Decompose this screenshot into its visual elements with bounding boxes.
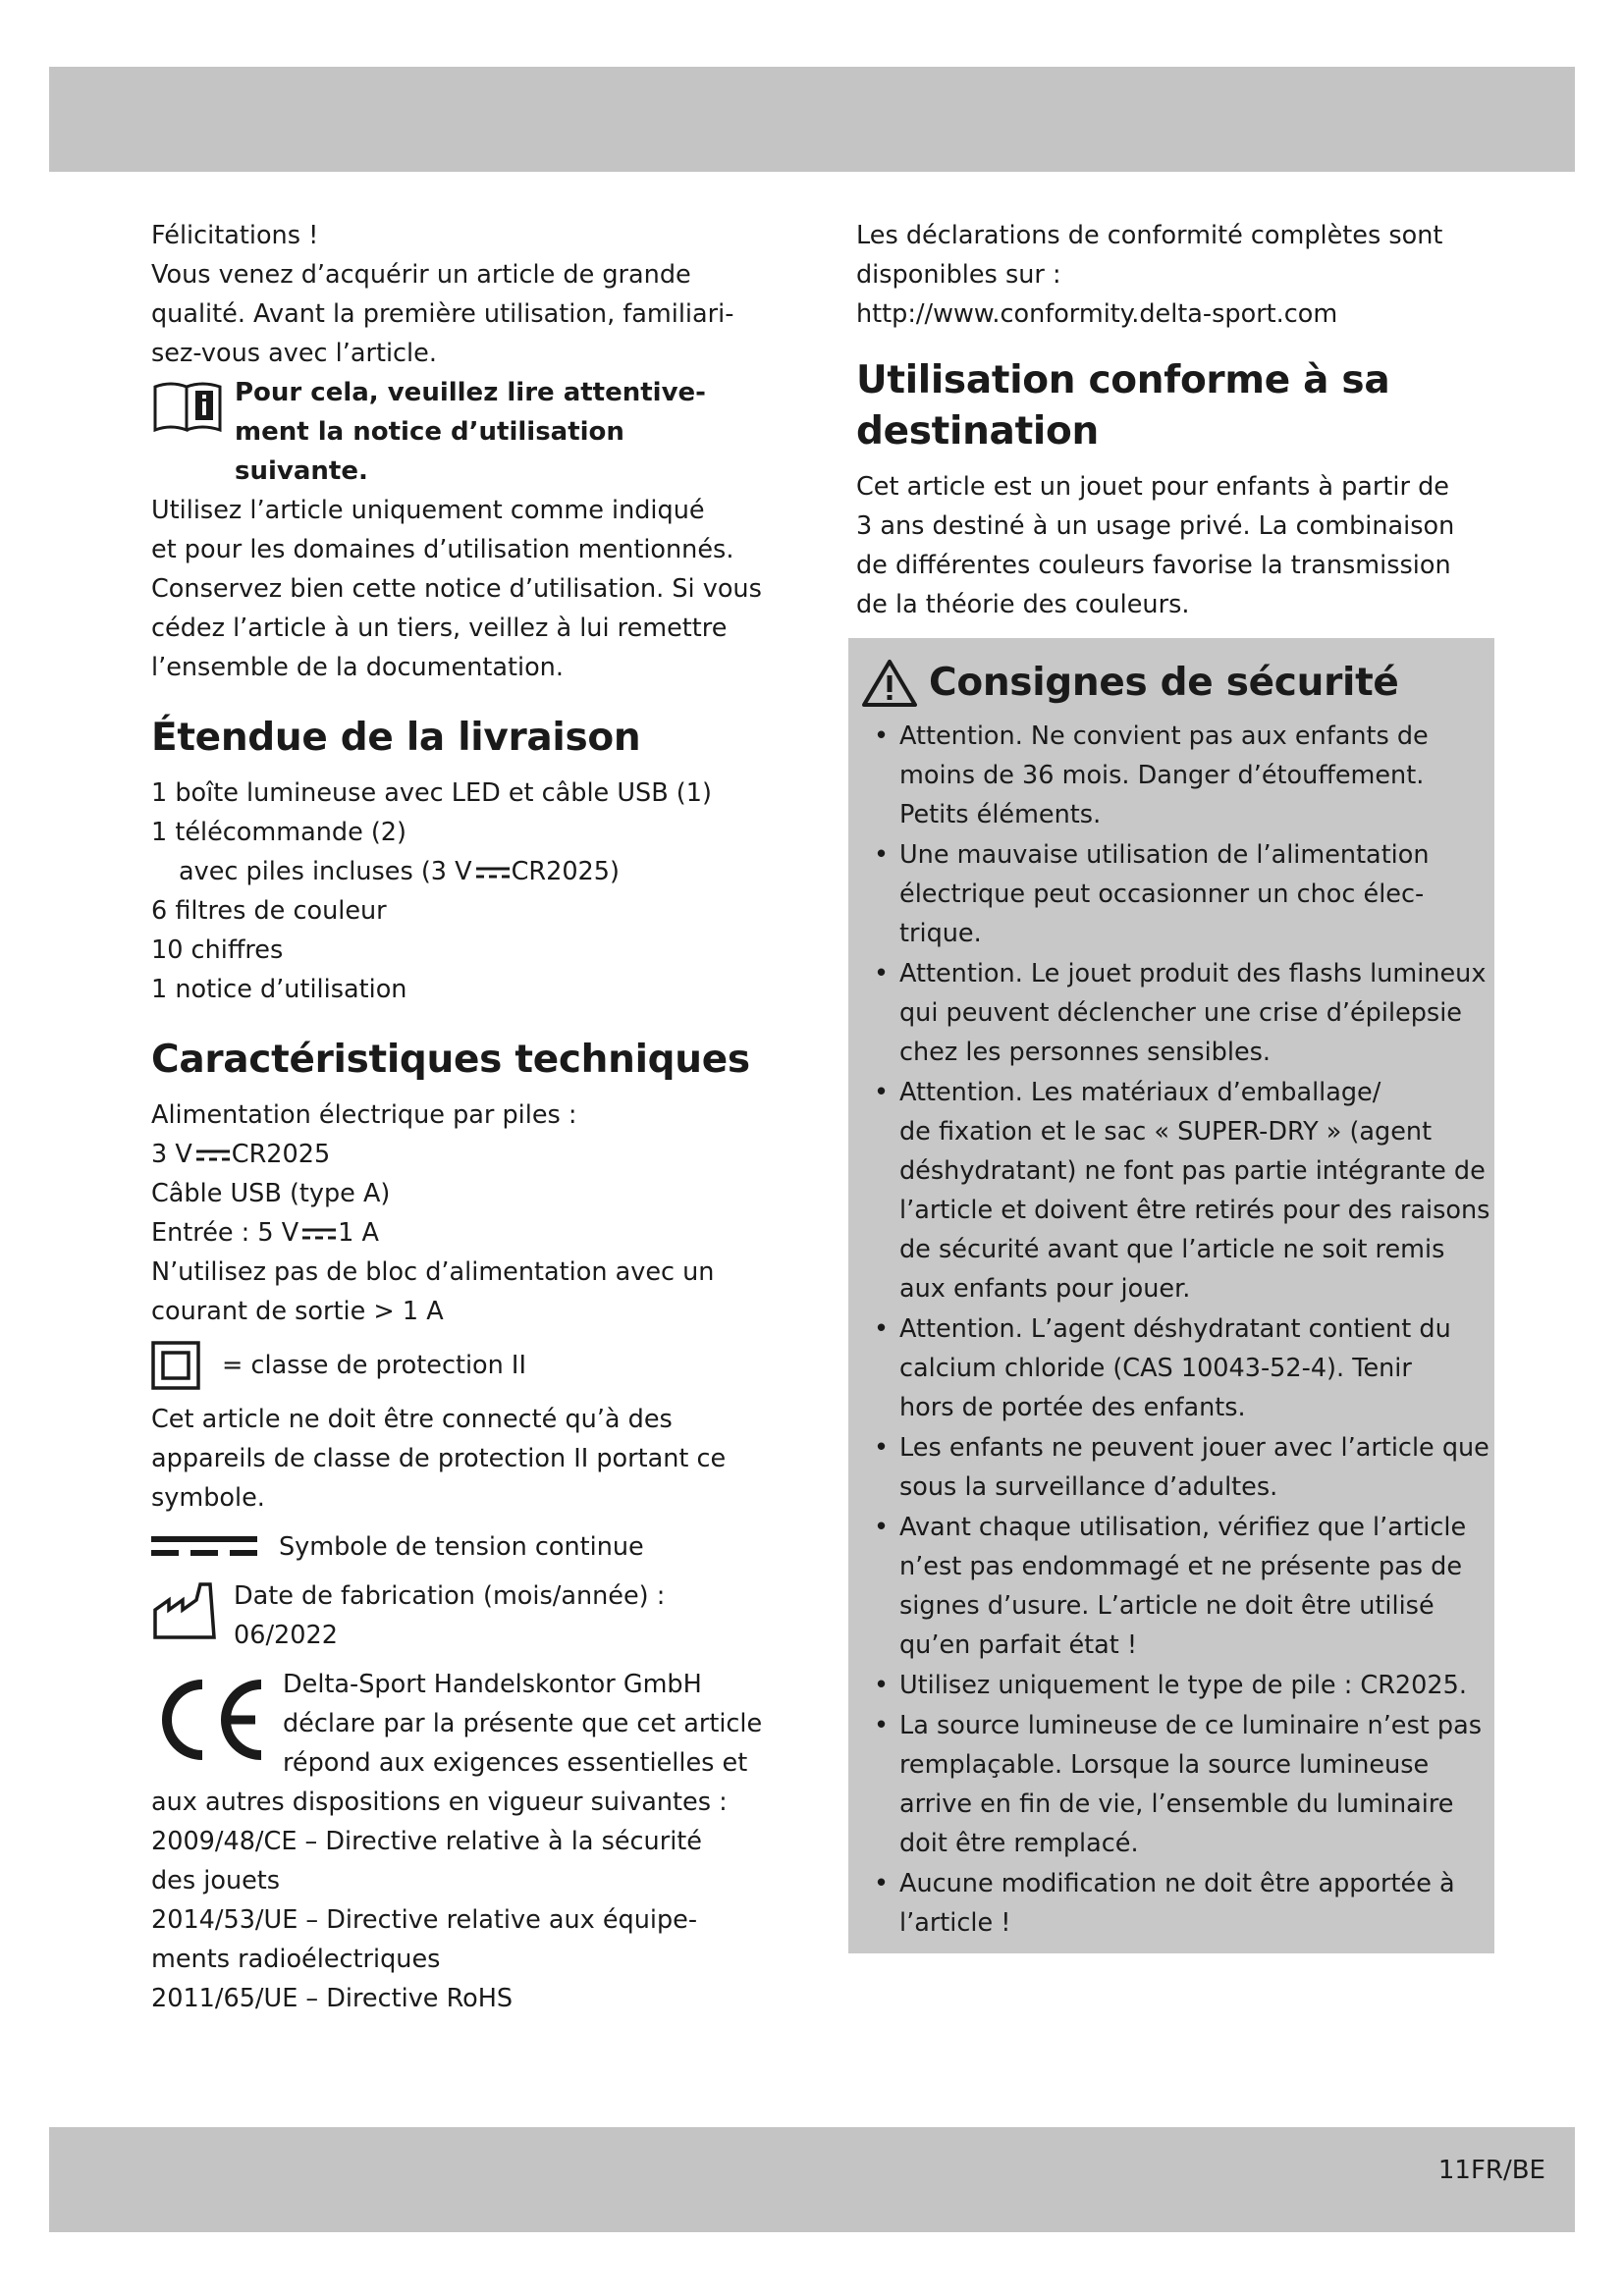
protection-class-row bbox=[151, 1341, 789, 1390]
safety-item bbox=[862, 1309, 1481, 1427]
ce-row bbox=[151, 1665, 789, 1783]
dc-symbol-icon bbox=[302, 1226, 336, 1242]
dc-voltage-icon bbox=[151, 1534, 257, 1560]
dc-symbol-row bbox=[151, 1527, 789, 1567]
usage-line: Conservez bien cette notice d’utilisation. Si vous bbox=[151, 574, 762, 604]
usage-line: l’ensemble de la documentation. bbox=[151, 653, 564, 682]
read-manual-note bbox=[151, 373, 789, 491]
safety-item-line: de fixation et le sac « SUPER-DRY » (agent bbox=[899, 1117, 1433, 1147]
usage-line: Utilisez l’article uniquement comme indiqué bbox=[151, 496, 705, 525]
delivery-item-battery bbox=[151, 852, 789, 891]
left-column bbox=[151, 216, 789, 2018]
directive-line: des jouets bbox=[151, 1866, 281, 1896]
safety-item-line: Petits éléments. bbox=[899, 800, 1102, 829]
ce-after: aux autres dispositions en vigueur suivantes : bbox=[151, 1788, 728, 1817]
safety-item-line: doit être remplacé. bbox=[899, 1829, 1139, 1858]
delivery-item: 10 chiffres bbox=[151, 935, 284, 965]
delivery-item: 1 télécommande (2) bbox=[151, 818, 406, 847]
directive-line: 2014/53/UE – Directive relative aux équipe- bbox=[151, 1905, 698, 1935]
intended-use-title-line: Utilisation conforme à sa bbox=[856, 358, 1390, 402]
specs-section bbox=[151, 1095, 789, 2018]
intro-line: Vous venez d’acquérir un article de grande bbox=[151, 260, 691, 290]
usb-type: Câble USB (type A) bbox=[151, 1179, 391, 1208]
safety-item-line: qu’en parfait état ! bbox=[899, 1630, 1138, 1660]
ce-line: Delta-Sport Handelskontor GmbH bbox=[283, 1670, 702, 1699]
input-prefix: Entrée : 5 V bbox=[151, 1218, 299, 1248]
power-value bbox=[151, 1135, 789, 1174]
conformity-line: disponibles sur : bbox=[856, 260, 1061, 290]
conformity-url[interactable]: http://www.conformity.delta-sport.com bbox=[856, 299, 1338, 329]
dc-symbol-icon bbox=[476, 865, 510, 881]
safety-item-line: électrique peut occasionner un choc élec- bbox=[899, 880, 1425, 909]
safety-item-line: déshydratant) ne font pas partie intégrante de bbox=[899, 1156, 1486, 1186]
page-number: 11FR/BE bbox=[1437, 2156, 1545, 2185]
note-line: Pour cela, veuillez lire attentive- bbox=[235, 378, 706, 407]
delivery-item: 1 notice d’utilisation bbox=[151, 975, 407, 1004]
safety-list bbox=[862, 717, 1490, 1943]
conformity-section bbox=[856, 216, 1485, 334]
intended-use-title-line: destination bbox=[856, 409, 1099, 454]
safety-item bbox=[862, 1508, 1481, 1665]
battery-suffix: CR2025) bbox=[511, 857, 620, 886]
intended-use-line: Cet article est un jouet pour enfants à partir de bbox=[856, 472, 1449, 502]
input-suffix: 1 A bbox=[338, 1218, 379, 1248]
safety-item-line: qui peuvent déclencher une crise d’épilepsie bbox=[899, 998, 1462, 1028]
specs-title: Caractéristiques techniques bbox=[151, 1038, 750, 1082]
safety-item-line: sous la surveillance d’adultes. bbox=[899, 1472, 1278, 1502]
safety-item-line: remplaçable. Lorsque la source lumineuse bbox=[899, 1750, 1430, 1780]
protection-class-icon bbox=[151, 1341, 200, 1390]
intro-line: Félicitations ! bbox=[151, 221, 319, 250]
manual-info-icon bbox=[151, 379, 224, 434]
safety-item-line: hors de portée des enfants. bbox=[899, 1393, 1246, 1422]
note-line: suivante. bbox=[235, 456, 368, 486]
safety-item-line: trique. bbox=[899, 919, 982, 948]
safety-item-line: • Les enfants ne peuvent jouer avec l’article que bbox=[899, 1433, 1489, 1463]
safety-item-line: • Avant chaque utilisation, vérifiez que l’article bbox=[899, 1513, 1467, 1542]
usage-line: cédez l’article à un tiers, veillez à lui remettre bbox=[151, 614, 728, 643]
safety-item bbox=[862, 835, 1481, 953]
safety-item-line: moins de 36 mois. Danger d’étouffement. bbox=[899, 761, 1425, 790]
warning-line: N’utilisez pas de bloc d’alimentation avec un bbox=[151, 1257, 715, 1287]
safety-item-line: n’est pas endommagé et ne présente pas de bbox=[899, 1552, 1463, 1581]
class-text-line: appareils de classe de protection II portant ce bbox=[151, 1444, 727, 1473]
delivery-item: 6 filtres de couleur bbox=[151, 896, 387, 926]
ce-mark-icon bbox=[151, 1673, 267, 1767]
intended-use-line: 3 ans destiné à un usage privé. La combinaison bbox=[856, 511, 1455, 541]
safety-item-line: • Une mauvaise utilisation de l’alimentation bbox=[899, 840, 1430, 870]
safety-item bbox=[862, 1428, 1489, 1507]
warning-triangle-icon bbox=[862, 659, 917, 708]
power-label: Alimentation électrique par piles : bbox=[151, 1100, 577, 1130]
safety-item bbox=[862, 717, 1481, 834]
intro-line: sez-vous avec l’article. bbox=[151, 339, 437, 368]
footer-band bbox=[49, 2127, 1575, 2232]
delivery-title: Étendue de la livraison bbox=[151, 716, 641, 760]
delivery-list bbox=[151, 774, 789, 1009]
intended-use-line: de la théorie des couleurs. bbox=[856, 590, 1190, 619]
safety-item bbox=[862, 954, 1487, 1072]
directive-line: ments radioélectriques bbox=[151, 1945, 441, 1974]
header-band bbox=[49, 67, 1575, 172]
safety-item bbox=[862, 1706, 1481, 1863]
conformity-line: Les déclarations de conformité complètes sont bbox=[856, 221, 1443, 250]
directive-line: 2011/65/UE – Directive RoHS bbox=[151, 1984, 514, 2013]
right-column bbox=[856, 216, 1485, 624]
dc-label: Symbole de tension continue bbox=[279, 1532, 644, 1562]
safety-item-line: • Aucune modification ne doit être apportée à bbox=[899, 1869, 1455, 1898]
intro-section bbox=[151, 216, 789, 687]
delivery-item: 1 boîte lumineuse avec LED et câble USB (1) bbox=[151, 778, 712, 808]
note-line: ment la notice d’utilisation bbox=[235, 417, 624, 447]
protection-class-label: = classe de protection II bbox=[222, 1351, 526, 1380]
safety-header bbox=[862, 658, 1481, 709]
safety-item-line: calcium chloride (CAS 10043-52-4). Tenir bbox=[899, 1354, 1412, 1383]
safety-item-line: de sécurité avant que l’article ne soit remis bbox=[899, 1235, 1445, 1264]
safety-item bbox=[862, 1073, 1490, 1308]
safety-item-line: signes d’usure. L’article ne doit être utilisé bbox=[899, 1591, 1435, 1621]
ce-line: déclare par la présente que cet article bbox=[283, 1709, 763, 1738]
safety-item-line: • Utilisez uniquement le type de pile : CR2025. bbox=[899, 1671, 1467, 1700]
safety-item-line: • La source lumineuse de ce luminaire n’est pas bbox=[899, 1711, 1482, 1740]
safety-item-line: l’article et doivent être retirés pour des raisons bbox=[899, 1196, 1490, 1225]
safety-item-line: chez les personnes sensibles. bbox=[899, 1038, 1272, 1067]
safety-item-line: • Attention. Le jouet produit des flashs lumineux bbox=[899, 959, 1487, 988]
power-prefix: 3 V bbox=[151, 1140, 192, 1169]
directive-line: 2009/48/CE – Directive relative à la sécurité bbox=[151, 1827, 702, 1856]
intro-line: qualité. Avant la première utilisation, familiari- bbox=[151, 299, 734, 329]
battery-prefix: avec piles incluses (3 V bbox=[179, 857, 472, 886]
safety-item-line: • Attention. Ne convient pas aux enfants de bbox=[899, 721, 1429, 751]
ce-line: répond aux exigences essentielles et bbox=[283, 1748, 748, 1778]
date-label: Date de fabrication (mois/année) : bbox=[234, 1581, 666, 1611]
safety-title: Consignes de sécurité bbox=[929, 661, 1399, 705]
safety-item-line: arrive en fin de vie, l’ensemble du luminaire bbox=[899, 1789, 1454, 1819]
intended-use-title bbox=[856, 355, 1485, 457]
safety-item-line: aux enfants pour jouer. bbox=[899, 1274, 1191, 1304]
usage-line: et pour les domaines d’utilisation mentionnés. bbox=[151, 535, 734, 564]
intended-use-text bbox=[856, 467, 1485, 624]
intended-use-line: de différentes couleurs favorise la transmission bbox=[856, 551, 1451, 580]
safety-item-line: • Attention. Les matériaux d’emballage/ bbox=[899, 1078, 1381, 1107]
manufacture-date-row bbox=[151, 1576, 789, 1655]
safety-item-line: • Attention. L’agent déshydratant contient du bbox=[899, 1314, 1451, 1344]
safety-item bbox=[862, 1666, 1481, 1705]
factory-icon bbox=[151, 1580, 224, 1641]
date-value: 06/2022 bbox=[234, 1621, 338, 1650]
class-text-line: symbole. bbox=[151, 1483, 265, 1513]
dc-symbol-icon bbox=[196, 1148, 230, 1163]
class-text-line: Cet article ne doit être connecté qu’à des bbox=[151, 1405, 673, 1434]
safety-item bbox=[862, 1864, 1481, 1943]
safety-box bbox=[848, 638, 1494, 1953]
safety-item-line: l’article ! bbox=[899, 1908, 1011, 1938]
input-value bbox=[151, 1213, 789, 1253]
warning-line: courant de sortie > 1 A bbox=[151, 1297, 444, 1326]
power-suffix: CR2025 bbox=[231, 1140, 331, 1169]
